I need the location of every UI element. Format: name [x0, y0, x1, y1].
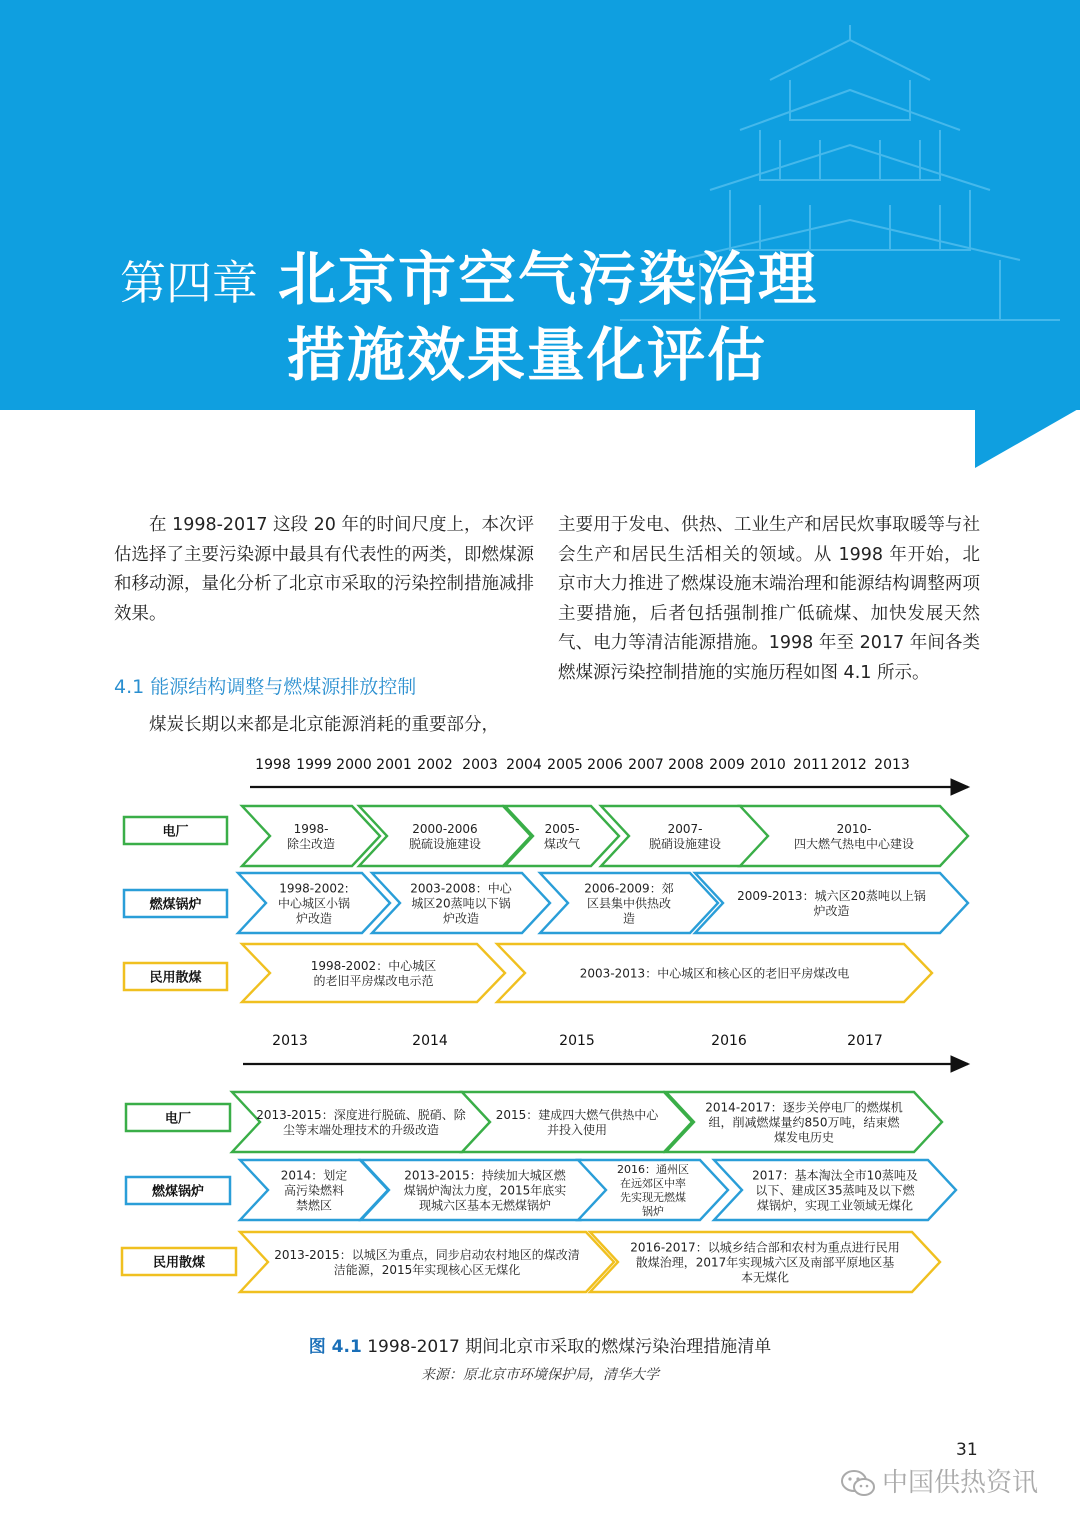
measure-text [311, 958, 436, 988]
measure-text [404, 1167, 567, 1212]
year-tick-label: 2011 [793, 757, 829, 773]
measure-text-line: 2014：划定 [280, 1168, 348, 1183]
measure-text-line: 2016：通州区 [617, 1162, 689, 1176]
chapter-title-line2: 措施效果量化评估 [287, 321, 768, 389]
year-tick-label: 2009 [709, 757, 745, 773]
measure-text-line: 2013-2015：深度进行脱硫、脱硝、除 [256, 1107, 466, 1122]
measure-text-line: 洁能源，2015年实现核心区无煤化 [333, 1262, 521, 1277]
year-tick-label: 2015 [559, 1033, 595, 1049]
measure-text-line: 除尘改造 [286, 836, 336, 851]
year-tick-label: 2017 [847, 1033, 883, 1049]
measure-text-line: 炉改造 [295, 911, 333, 926]
measure-text-line: 四大燃气热电中心建设 [793, 836, 915, 851]
year-tick-label: 2006 [587, 757, 623, 773]
measure-text-line: 在远郊区中率 [620, 1176, 686, 1190]
section-heading: 4.1 能源结构调整与燃煤源排放控制 [114, 676, 417, 698]
measure-text-line: 并投入使用 [546, 1122, 608, 1137]
measure-text-line: 炉改造 [442, 911, 480, 926]
year-tick-label: 2002 [417, 757, 453, 773]
measure-text-line: 炉改造 [813, 903, 850, 918]
year-tick-label: 2013 [874, 757, 910, 773]
measure-text-line: 2015：建成四大燃气供热中心 [495, 1107, 659, 1122]
row-label-text: 民用散煤 [149, 970, 202, 986]
year-tick-label: 1998 [255, 757, 291, 773]
measure-text-line: 煤锅炉淘汰力度，2015年底实 [403, 1183, 567, 1198]
measure-text-line: 中心城区小锅 [277, 896, 351, 911]
figure-caption [0, 1332, 1080, 1357]
measure-text [752, 1167, 918, 1212]
year-tick-label: 2014 [412, 1033, 448, 1049]
measure-text-line: 2006-2009：郊 [584, 881, 674, 896]
measure-text-line: 组，削减燃煤量约850万吨，结束燃 [708, 1115, 900, 1130]
figure-caption-text: 1998-2017 期间北京市采取的燃煤污染治理措施清单 [367, 1337, 772, 1357]
measure-text-line: 2017：基本淘汰全市10蒸吨及 [752, 1168, 918, 1183]
timeline-panel-1 [124, 757, 968, 1002]
measure-text-line: 2000-2006 [412, 821, 478, 836]
measure-text-line: 2016-2017：以城乡结合部和农村为重点进行民用 [630, 1240, 900, 1255]
page-number: 31 [956, 1440, 978, 1460]
measure-text-line: 2003-2008：中心 [410, 881, 512, 896]
row-label-text: 燃煤锅炉 [151, 1184, 205, 1200]
measure-text-line: 锅炉 [642, 1204, 664, 1218]
measure-text-line: 2010- [836, 821, 872, 836]
measure-text-line: 脱硫设施建设 [408, 836, 482, 851]
chapter-number: 第四章 [120, 256, 258, 310]
measure-text [287, 822, 335, 851]
measure-text-line: 1998-2002: [279, 881, 349, 896]
year-tick-label: 2003 [462, 757, 498, 773]
measure-text-line: 禁燃区 [295, 1198, 333, 1213]
year-tick-label: 2000 [336, 757, 372, 773]
measure-text-line: 煤发电历史 [773, 1130, 835, 1145]
measure-text-line: 以下、建成区35蒸吨及以下燃 [755, 1183, 915, 1198]
year-tick-label: 2007 [628, 757, 664, 773]
watermark [840, 1462, 1038, 1499]
measure-text-line: 城区20蒸吨以下锅 [411, 896, 511, 911]
row-label-text: 电厂 [164, 1111, 192, 1127]
figure-source: 来源：原北京市环境保护局，清华大学 [421, 1367, 659, 1383]
measure-text-line: 2005- [544, 821, 580, 836]
row-label-text: 燃煤锅炉 [149, 897, 202, 913]
measure-text-line: 脱硝设施建设 [648, 836, 722, 851]
section-paragraph-start: 煤炭长期以来都是北京能源消耗的重要部分， [149, 715, 499, 735]
year-tick-label: 2008 [668, 757, 704, 773]
measure-text-line: 区县集中供热改 [586, 896, 672, 911]
year-tick-label: 2012 [831, 757, 867, 773]
measure-text-line: 2013-2015：以城区为重点，同步启动农村地区的煤改清 [274, 1247, 580, 1262]
measure-text-line: 1998-2002：中心城区 [310, 958, 437, 973]
row-label-text: 民用散煤 [152, 1255, 206, 1271]
watermark-text: 中国供热资讯 [882, 1468, 1039, 1498]
measure-text [256, 1107, 466, 1137]
row-label-text: 电厂 [162, 824, 189, 840]
measure-text-line: 的老旧平房煤改电示范 [313, 973, 434, 988]
year-tick-label: 2016 [711, 1033, 747, 1049]
measure-text [409, 822, 481, 851]
measure-text-line: 造 [622, 911, 636, 926]
section-paragraph-cont: 主要用于发电、供热、工业生产和居民炊事取暖等与社会生产和居民生活相关的领域。从 1998 年开始，北京市大力推进了燃煤设施末端治理和能源结构调整两项主要措施，后者包括强制推广低硫煤、加快发展天然气、电力等清洁能源措施。1998 年至 2017 年间各类燃煤源污染控制措施的实施历程如图 4.1 所示。 [558, 515, 980, 683]
measure-text-line: 散煤治理，2017年实现城六区及南部平原地区基 [635, 1255, 895, 1270]
measure-text-line: 2013-2015：持续加大城区燃 [404, 1168, 566, 1183]
measure-text-line: 本无煤化 [740, 1270, 790, 1285]
measure-text-line: 2007- [667, 821, 703, 836]
year-tick-label: 2001 [376, 757, 412, 773]
measure-text-line: 2003-2013：中心城区和核心区的老旧平房煤改电 [579, 966, 850, 981]
measure-text-line: 先实现无燃煤 [620, 1190, 686, 1204]
wechat-icon [840, 1469, 876, 1499]
figure-caption-label: 图 4.1 [308, 1337, 362, 1357]
year-tick-label: 2010 [750, 757, 786, 773]
year-tick-label: 2013 [272, 1033, 308, 1049]
year-tick-label: 1999 [296, 757, 332, 773]
year-tick-label: 2004 [506, 757, 542, 773]
year-tick-label: 2005 [547, 757, 583, 773]
measure-text-line: 煤锅炉，实现工业领域无煤化 [756, 1198, 914, 1213]
measure-text-line: 2014-2017：逐步关停电厂的燃煤机 [705, 1100, 903, 1115]
measure-text-line: 2009-2013：城六区20蒸吨以上锅 [737, 888, 926, 903]
measure-text-line: 现城六区基本无燃煤锅炉 [418, 1198, 552, 1213]
measure-text-line: 1998- [293, 821, 329, 836]
measure-text-line: 煤改气 [543, 836, 581, 851]
chapter-title-part1: 北京市空气污染治理 [278, 245, 819, 313]
intro-paragraph: 在 1998-2017 这段 20 年的时间尺度上，本次评估选择了主要污染源中最具有代表性的两类，即燃煤源和移动源，量化分析了北京市采取的污染控制措施减排效果。 [114, 515, 534, 624]
measure-text [544, 822, 580, 851]
measure-text-line: 尘等末端处理技术的升级改造 [282, 1122, 440, 1137]
measure-text [580, 965, 849, 980]
measure-text-line: 高污染燃料 [283, 1183, 345, 1198]
